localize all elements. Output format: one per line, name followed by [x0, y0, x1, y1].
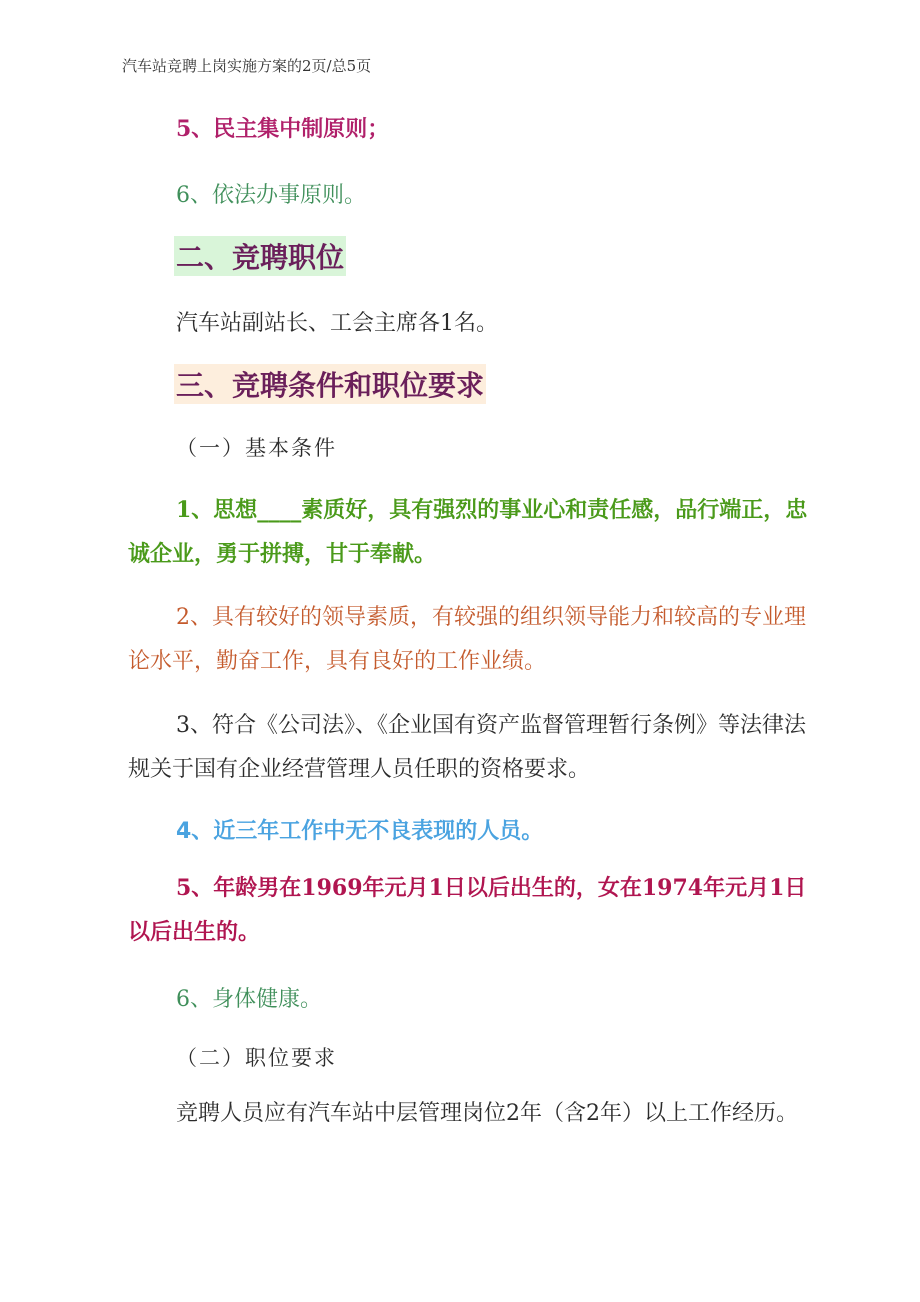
condition-2-text: 2、具有较好的领导素质，有较强的组织领导能力和较高的专业理论水平，勤奋工作，具有良好的工作业绩。	[128, 605, 806, 674]
condition-1	[128, 488, 808, 576]
subheading-position-requirements: （二）职位要求	[176, 1046, 337, 1070]
page-header: 汽车站竞聘上岗实施方案的2页/总5页	[122, 57, 372, 75]
subheading-basic-conditions: （一）基本条件	[176, 436, 337, 460]
condition-6: 6、身体健康。	[176, 987, 322, 1012]
condition-2	[128, 596, 808, 684]
condition-5	[128, 866, 808, 954]
requirement-text	[128, 1092, 808, 1136]
condition-3-text: 3、符合《公司法》、《企业国有资产监督管理暂行条例》等法律法规关于国有企业经营管理人员任职的资格要求。	[128, 713, 806, 782]
section-heading-conditions: 三、竞聘条件和职位要求	[174, 364, 486, 404]
condition-5-text: 5、年龄男在1969年元月1日以后出生的，女在1974年元月1日以后出生的。	[128, 875, 807, 945]
positions-text: 汽车站副站长、工会主席各1名。	[176, 311, 498, 336]
principle-5: 5、民主集中制原则；	[176, 116, 390, 142]
condition-1-text: 1、思想____素质好，具有强烈的事业心和责任感，品行端正，忠诚企业，勇于拼搏，甘于奉献。	[128, 497, 808, 567]
condition-4: 4、近三年工作中无不良表现的人员。	[176, 819, 544, 844]
principle-6: 6、依法办事原则。	[176, 183, 366, 208]
requirement-text-content: 竞聘人员应有汽车站中层管理岗位2年（含2年）以上工作经历。	[176, 1101, 798, 1126]
section-heading-positions: 二、竞聘职位	[174, 236, 346, 276]
condition-3	[128, 704, 808, 792]
